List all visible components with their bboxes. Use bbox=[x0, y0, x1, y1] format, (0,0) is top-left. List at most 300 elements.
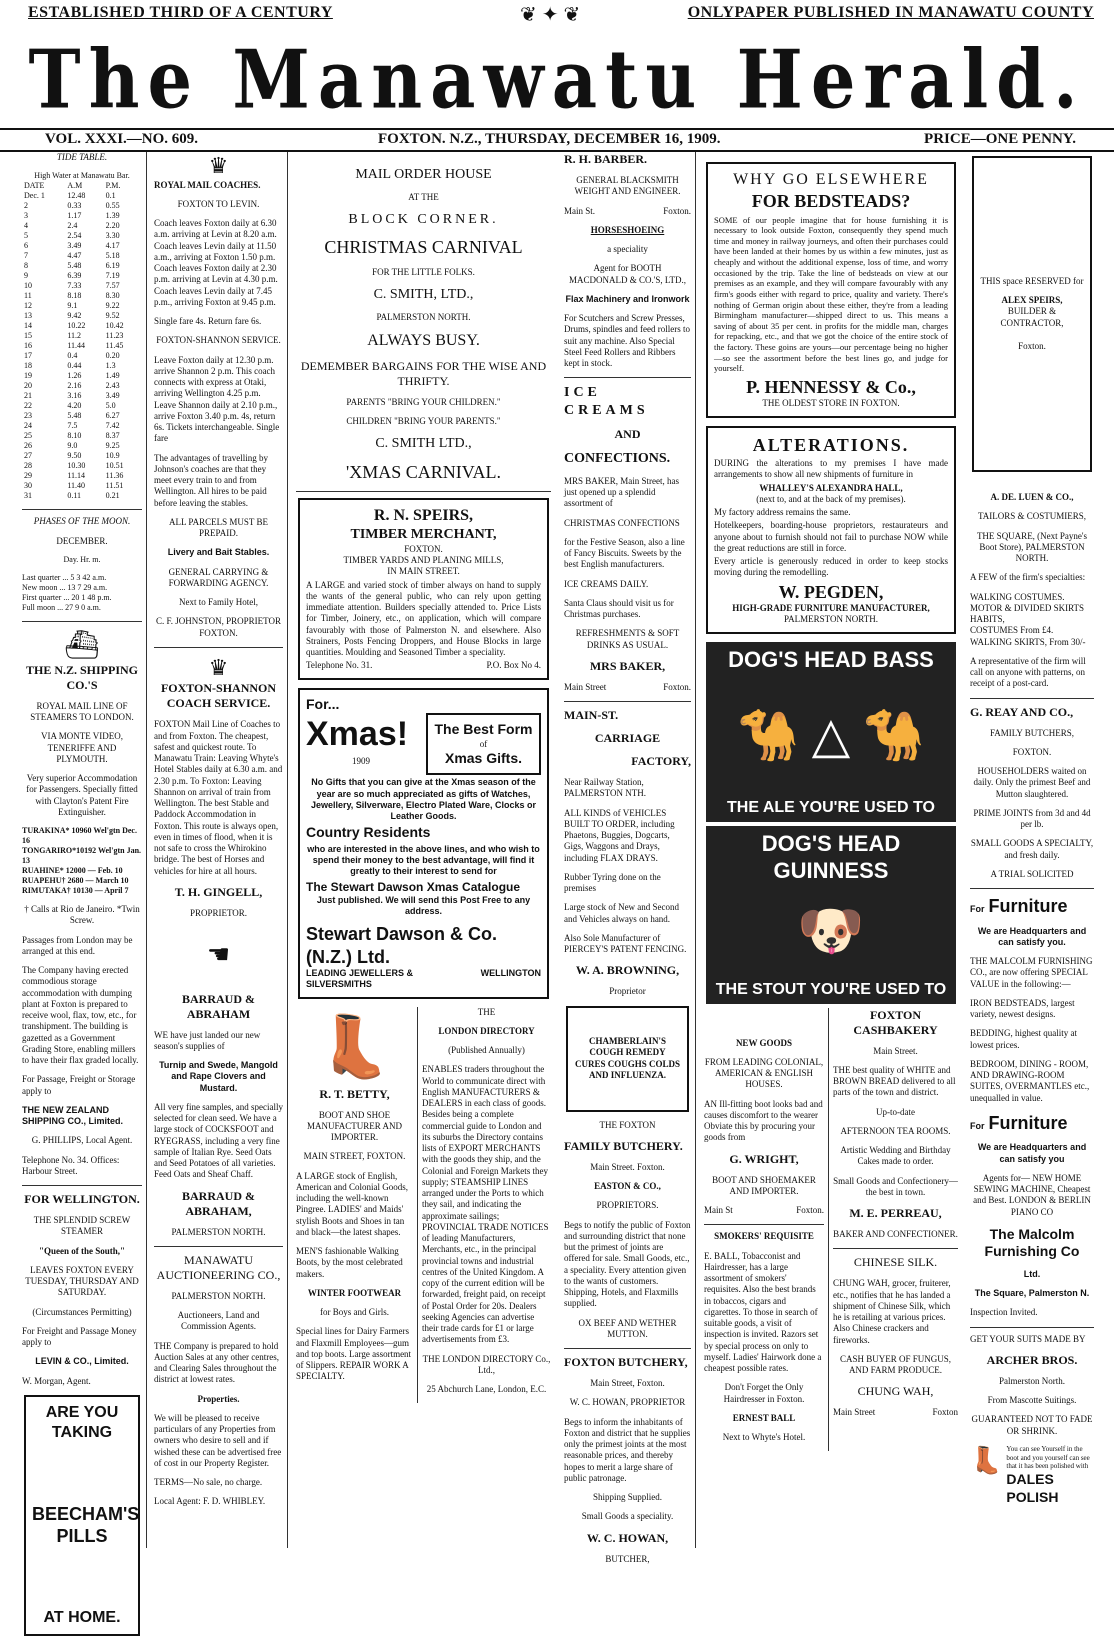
cough-remedy-ad bbox=[566, 1006, 689, 1112]
smith-place: PALMERSTON NORTH. bbox=[376, 311, 471, 322]
timber: TIMBER MERCHANT, bbox=[350, 527, 497, 543]
johnson: C. F. JOHNSTON, PROPRIETOR FOXTON. bbox=[156, 616, 281, 638]
factory-same: My factory address remains the same. bbox=[714, 507, 851, 518]
moon-phase: Full moon ... 27 9 0 a.m. bbox=[22, 602, 101, 612]
hotelkeepers: Hotelkeepers, boarding-house proprietors, restaurateurs and anyone about to furnish should not fail to purchase NOW while the great reductions are still in force. bbox=[714, 520, 948, 553]
furniture-2: Furniture bbox=[988, 1112, 1068, 1133]
why-text: SOME of our people imagine that for house furnishing it is necessary to look outside Foxton, consequently they spend much time and money in railway journeys, and often their purchases could have been landed at their homes by us within a few minutes, just as cheaply and without the additional expense, loss of time, and worry occasioned by the trip. Take the line of bedsteads on view at our premises as an example, and they will compare favourably with any firm's goods either with regard to price, quality and variety. There's nothing of German origin about these either, they're from a leading Birmingham manufacturer—shipped direct to us. This means a saving of about 35 per cent. in profits for the middle man, charges for repacking, etc., and that we got the choice of the entire stock of the factory. These goins are yours—our percentage being no higher—so see the assortment before the best lines go, and judge for yourself. bbox=[714, 214, 948, 374]
at-the: AT THE bbox=[408, 191, 439, 202]
deluen: A. DE. LUEN & CO., bbox=[990, 492, 1074, 502]
directory: LONDON DIRECTORY bbox=[438, 1025, 535, 1036]
carrying: GENERAL CARRYING & FORWARDING AGENCY. bbox=[168, 566, 269, 588]
tide-row: 16 11.44 11.45 bbox=[24, 341, 124, 351]
tide-row: 21 3.16 3.49 bbox=[24, 391, 120, 401]
mascotte: From Mascotte Suitings. bbox=[987, 1395, 1077, 1405]
iron: IRON BEDSTEADS, largest variety, newest designs. bbox=[970, 997, 1075, 1019]
properties: Properties. bbox=[197, 1393, 240, 1404]
archer: ARCHER BROS. bbox=[986, 1352, 1078, 1367]
speirs: R. N. SPEIRS, bbox=[373, 507, 474, 525]
shipping-supplied: Shipping Supplied. bbox=[592, 1492, 662, 1502]
pegden: W. PEGDEN, bbox=[778, 581, 884, 602]
alex-foxton: Foxton. bbox=[1018, 340, 1046, 351]
scutchers: For Scutchers and Screw Presses, Drums, spindles and feed rollers to suit any machine. Also Special Steel Feed Rollers and Ribbers kept in stock. bbox=[564, 313, 690, 368]
bass-ad bbox=[706, 642, 956, 822]
ball-text: E. BALL, Tobacconist and Hairdresser, has a large assortment of smokers' requisites. Also the best brands in tobaccos, cigars and cigarettes. To those in search of suitable goods, a visit of inspection is invited. Razors set by special process on only to myself. Ladies' Hairwork done a cheapest possible rates. bbox=[704, 1250, 822, 1374]
published: Just published. We will send this Post Free to any address. bbox=[316, 894, 531, 916]
malcolm-text: THE MALCOLM FURNISHING CO., are now offering SPECIAL VALUE in the following:— bbox=[970, 956, 1093, 989]
xmas-year: 1909 bbox=[352, 755, 370, 766]
and-label: AND bbox=[614, 427, 641, 442]
wright: G. WRIGHT, bbox=[729, 1151, 799, 1166]
tide-row: 18 0.44 1.3 bbox=[24, 361, 116, 371]
xmas-carnival: 'XMAS CARNIVAL. bbox=[346, 461, 501, 482]
smith: C. SMITH, LTD., bbox=[373, 287, 474, 302]
royal-arms-icon-2: ♛ bbox=[208, 654, 229, 680]
householders: HOUSEHOLDERS waited on daily. Only the primest Beef and Mutton slaughtered. bbox=[973, 766, 1091, 799]
deluen-item: WALKING SKIRTS, From 30/- bbox=[970, 636, 1086, 647]
country-residents: Country Residents bbox=[306, 824, 431, 841]
steamer-list bbox=[22, 826, 142, 896]
confections: CONFECTIONS. bbox=[564, 451, 671, 467]
new-goods: NEW GOODS bbox=[735, 1037, 793, 1048]
little-folks: FOR THE LITTLE FOLKS. bbox=[372, 266, 475, 277]
barraud-2: BARRAUD & ABRAHAM, bbox=[182, 1188, 255, 1218]
tide-row: 26 9.0 9.25 bbox=[24, 441, 120, 451]
steamer-row: RUAHINE* 12000 — Feb. 10 bbox=[22, 866, 123, 875]
butchery-main: Main Street. Foxton. bbox=[590, 1161, 665, 1172]
small-goods: Small Goods a speciality. bbox=[581, 1511, 674, 1522]
barber-sub: GENERAL BLACKSMITH WEIGHT AND ENGINEER. bbox=[574, 175, 681, 197]
coach2-title: FOXTON-SHANNON COACH SERVICE. bbox=[160, 681, 277, 711]
parcels: ALL PARCELS MUST BE PREPAID. bbox=[169, 516, 268, 538]
seeds: Turnip and Swede, Mangold and Rape Clovers and Mustard. bbox=[159, 1060, 278, 1093]
steamer-row: RIMUTAKA† 10130 — April 7 bbox=[22, 886, 129, 895]
freight: For Passage, Freight or Storage apply to bbox=[22, 1074, 136, 1096]
speciality: a speciality bbox=[607, 244, 648, 254]
remember: DEMEMBER BARGAINS FOR THE WISE AND THRIFTY. bbox=[300, 358, 547, 388]
santa: Santa Claus should visit us for Christmas purchases. bbox=[564, 597, 674, 619]
bedsteads: FOR BEDSTEADS? bbox=[751, 191, 911, 211]
horseshoeing: HORSESHOEING bbox=[590, 224, 665, 235]
cash-text: THE best quality of WHITE and BROWN BREAD delivered to all parts of the town and district. bbox=[833, 1064, 956, 1098]
passages: Passages from London may be arranged at this end. bbox=[22, 934, 133, 956]
children: CHILDREN "BRING YOUR PARENTS." bbox=[346, 416, 501, 426]
dales: DALES POLISH bbox=[1006, 1471, 1059, 1505]
chung-main: Main Street bbox=[833, 1407, 876, 1418]
vehicle-stock: Large stock of New and Second and Vehicles always on hand. bbox=[564, 902, 680, 924]
mail-order: MAIL ORDER HOUSE bbox=[355, 167, 492, 182]
alt-text: DURING the alterations to my premises I have made arrangements to show all new shipments of furniture in bbox=[714, 458, 948, 480]
coach2-text: FOXTON Mail Line of Coaches to and from Foxton. The cheapest, safest and quickest route. To Manawatu Train: Leaving Whyte's Hotel Stables daily at 6.30 a.m. and 2.30 p.m. To Foxton: Leaving Shannon on arrival of train from Wellington. The best Stable and Paddock Accommodation in Foxton. This route is always open, even in times of flood, when it is not safe to cross the Whirokino bridge. The best of Horses and vehicles for hire at all hours. bbox=[154, 719, 283, 876]
parents: PARENTS "BRING YOUR CHILDREN." bbox=[346, 396, 501, 407]
dateline: FOXTON. N.Z., THURSDAY, DECEMBER 16, 1909. bbox=[378, 131, 721, 147]
beecham-bottom: AT HOME. bbox=[43, 1608, 121, 1626]
barber: R. H. BARBER. bbox=[564, 152, 648, 166]
masthead bbox=[0, 0, 1114, 128]
tide-row: 24 7.5 7.42 bbox=[24, 421, 120, 431]
chung-foxton: Foxton bbox=[932, 1407, 958, 1418]
tide-row: 3 1.17 1.39 bbox=[24, 211, 120, 221]
livery: Livery and Bait Stables. bbox=[167, 547, 270, 558]
tide-row: 23 5.48 6.27 bbox=[24, 411, 120, 421]
local-agent: G. PHILLIPS, Local Agent. bbox=[31, 1135, 133, 1146]
howan: W. C. HOWAN, PROPRIETOR bbox=[569, 1397, 686, 1408]
speirs-tel: Telephone No. 31. bbox=[306, 660, 373, 671]
reay: G. REAY AND CO., bbox=[970, 704, 1074, 719]
fare: Single fare 4s. Return fare 6s. bbox=[154, 316, 262, 326]
tide-row: 29 11.14 11.36 bbox=[24, 471, 124, 481]
ice-creams: ICE CREAMS bbox=[564, 385, 649, 418]
next-to-hotel: Next to Family Hotel, bbox=[179, 597, 258, 607]
smith-2: C. SMITH LTD., bbox=[375, 436, 472, 452]
tide-row: 22 4.20 5.0 bbox=[24, 401, 116, 411]
baker-foxton: Foxton. bbox=[663, 681, 691, 692]
stewart-dawson-ad bbox=[298, 688, 549, 999]
column-4 bbox=[560, 152, 696, 1564]
auction-text: THE Company is prepared to hold Auction Sales at any other centres, and Clearing Sales throughout the district at lowest rates. bbox=[154, 1340, 279, 1385]
directory-the: THE bbox=[477, 1006, 496, 1017]
howan-text: Begs to inform the inhabitants of Foxton and district that he supplies only the primest joints at the most reasonable prices, and thereby hopes to merit a large share of public patronage. bbox=[564, 1416, 691, 1483]
bedding: BEDDING, highest quality at lowest prices. bbox=[970, 1028, 1077, 1050]
main-street: IN MAIN STREET. bbox=[387, 566, 460, 577]
up-to-date: Up-to-date bbox=[876, 1106, 915, 1117]
gingell-role: PROPRIETOR. bbox=[189, 907, 248, 918]
reay-foxton: FOXTON. bbox=[1012, 746, 1052, 757]
butcher: BUTCHER, bbox=[605, 1553, 650, 1564]
tide-row: 14 10.22 10.42 bbox=[24, 321, 124, 331]
betty-text: A LARGE stock of English, American and Colonial Goods, including the well-known Pingree. LADIES' and Maids' stylish Boots and Shoes in tan and black—the latest shapes. bbox=[296, 1170, 408, 1237]
small-conf: Small Goods and Confectionery—the best in town. bbox=[833, 1175, 958, 1197]
factory: FACTORY, bbox=[631, 754, 691, 768]
winter: WINTER FOOTWEAR bbox=[307, 1287, 402, 1298]
cough-remedy: CHAMBERLAIN'S COUGH REMEDY CURES COUGHS COLDS AND INFLUENZA. bbox=[574, 1036, 681, 1080]
reay-sub: FAMILY BUTCHERS, bbox=[989, 727, 1075, 738]
refreshments: REFRESHMENTS & SOFT DRINKS AS USUAL. bbox=[575, 628, 680, 650]
block-corner: BLOCK CORNER. bbox=[348, 211, 499, 227]
chinese-silk: CHINESE SILK. bbox=[853, 1255, 938, 1270]
whalley: WHALLEY'S ALEXANDRA HALL, bbox=[759, 482, 903, 493]
every-article: Every article is generously reduced in order to keep stocks moving during the remodelling. bbox=[714, 556, 948, 578]
country-text: who are interested in the above lines, and who wish to spend their money to the best advantage, will find it greatly to their interest to send for bbox=[307, 843, 540, 877]
tide-subtitle: High Water at Manawatu Bar. bbox=[34, 171, 130, 181]
rubber: Rubber Tyring done on the premises bbox=[564, 871, 661, 893]
guinness-title: DOG'S HEAD GUINNESS bbox=[761, 830, 901, 884]
local-agent-2: Local Agent: F. D. WHIBLEY. bbox=[154, 1496, 266, 1507]
betty-ad bbox=[292, 1007, 418, 1404]
shipping-text: Very superior Accommodation for Passengers. Specially fitted with Clayton's Patent Fire Extinguisher. bbox=[26, 773, 138, 817]
hand-icon: ☚ bbox=[206, 940, 231, 969]
cash-buyer: CASH BUYER OF FUNGUS, AND FARM PRODUCE. bbox=[839, 1353, 952, 1376]
hennessy: P. HENNESSY & Co., bbox=[746, 376, 916, 397]
guaranteed: GUARANTEED NOT TO FADE OR SHRINK. bbox=[971, 1414, 1093, 1436]
shannon-text: Leave Foxton daily at 12.30 p.m. arrive Shannon 2 p.m. This coach connects with express at Otaki, arriving Wellington 4.25 p.m. Leave Shannon daily at 2.10 p.m., arrive Foxton 3.40 p.m. 4s, return 6s. Tickets interchangeable. Single fare bbox=[154, 354, 280, 444]
bass-title: DOG'S HEAD BASS bbox=[728, 646, 934, 672]
tide-row: 20 2.16 2.43 bbox=[24, 381, 120, 391]
tide-row: 15 11.2 11.23 bbox=[24, 331, 124, 341]
camel-icon: 🐪 △ 🐪 bbox=[737, 707, 925, 764]
wright-foxton: Foxton. bbox=[796, 1205, 824, 1216]
for-label: For... bbox=[306, 695, 340, 712]
morgan: W. Morgan, Agent. bbox=[22, 1375, 91, 1386]
whytes: Next to Whyte's Hotel. bbox=[722, 1432, 806, 1443]
speirs-box: P.O. Box No 4. bbox=[486, 660, 541, 671]
tide-row: 6 3.49 4.17 bbox=[24, 241, 120, 251]
auction-place: PALMERSTON NORTH. bbox=[171, 1290, 266, 1301]
beecham-top: ARE YOU TAKING bbox=[45, 1403, 119, 1441]
smokers: SMOKERS' REQUISITE bbox=[714, 1231, 814, 1242]
tide-row: 10 7.33 7.57 bbox=[24, 281, 120, 291]
steamer-row: TURAKINA* 10960 Wel'gtn Dec. 16 bbox=[22, 826, 137, 845]
high-grade: HIGH-GRADE FURNITURE MANUFACTURER, bbox=[732, 603, 930, 614]
tide-row: 30 11.40 11.51 bbox=[24, 481, 124, 491]
directory-addr: 25 Abchurch Lane, London, E.C. bbox=[426, 1384, 547, 1394]
square: The Square, Palmerston N. bbox=[974, 1288, 1090, 1298]
betty: R. T. BETTY, bbox=[319, 1086, 390, 1101]
screw-steamer: THE SPLENDID SCREW STEAMER bbox=[33, 1215, 131, 1237]
easton: EASTON & CO., bbox=[594, 1181, 661, 1191]
tide-row: 17 0.4 0.20 bbox=[24, 351, 120, 361]
cash-main: Main Street. bbox=[873, 1045, 918, 1056]
main-st: MAIN-ST. bbox=[564, 708, 619, 722]
coach-title: ROYAL MAIL COACHES. bbox=[154, 179, 261, 190]
coach-text: Coach leaves Foxton daily at 6.30 a.m. arriving at Levin at 8.20 a.m. Coach leaves Levin daily at 11.50 a.m., arriving at Foxton 1.50 p.m. Coach leaves Foxton daily at 2.30 p.m. arriving at Levin at 4.30 p.m. Coach leaves Levin daily at 7.45 p.m., arriving Foxton at 9.45 p.m. bbox=[154, 218, 278, 307]
prime-joints: PRIME JOINTS from 3d and 4d per lb. bbox=[973, 807, 1091, 829]
ball-only: Don't Forget the Only Hairdresser in Foxton. bbox=[723, 1382, 805, 1404]
mrs-baker: MRS BAKER, bbox=[589, 658, 666, 673]
wright-sub: BOOT AND SHOEMAKER AND IMPORTER. bbox=[712, 1174, 816, 1196]
directory-ad bbox=[418, 1007, 555, 1404]
barraud: BARRAUD & ABRAHAM bbox=[182, 991, 255, 1021]
moon-phase: Last quarter ... 5 3 42 a.m. bbox=[22, 572, 107, 582]
moon-title: PHASES OF THE MOON. bbox=[33, 516, 131, 527]
levin: LEVIN & CO., Limited. bbox=[35, 1356, 129, 1367]
dales-text: You can see Yourself in the boot and you yourself can see that it has been polished with bbox=[1006, 1444, 1090, 1471]
deluen-text: A FEW of the firm's specialties: bbox=[970, 572, 1086, 583]
for-label-2: For bbox=[970, 1120, 985, 1131]
betty-more: Special lines for Dairy Farmers and Flaxmill Employees—gum and top boots. Large assortment of Slippers. REPAIR WORK A SPECIALTY. bbox=[296, 1326, 412, 1382]
archer-place: Palmerston North. bbox=[999, 1375, 1065, 1386]
xmas-confections: CHRISTMAS CONFECTIONS bbox=[564, 517, 680, 528]
deluen-place: THE SQUARE, (Next Payne's Boot Store), PALMERSTON NORTH. bbox=[976, 530, 1088, 563]
baker-more: for the Festive Season, also a line of Fancy Biscuits. Sweets by the best English manufacturers. bbox=[564, 536, 685, 570]
dateline-row bbox=[0, 128, 1114, 152]
barraud-more: All very fine samples, and specially selected for clean seed. We have a large stock of COCKSFOOT and RYEGRASS, including a very fine sample of Italian Rye. Seed Oats and Seed Potatoes of all varieties. Feed Oats and Sheaf Chaff. bbox=[154, 1101, 283, 1180]
gift-text: No Gifts that you can give at the Xmas season of the year are so much appreciated as gifts of Watches, Jewellery, Silverware, Electro Plated Ware, Clocks or Leather Goods. bbox=[310, 777, 537, 821]
shannon-service: FOXTON-SHANNON SERVICE. bbox=[156, 335, 281, 346]
col5-bottom bbox=[700, 1008, 962, 1452]
coach-route: FOXTON TO LEVIN. bbox=[177, 198, 260, 209]
stewart-dawson: Stewart Dawson & Co. (N.Z.) Ltd. bbox=[306, 924, 498, 967]
wedding: Artistic Wedding and Birthday Cakes made to order. bbox=[840, 1145, 951, 1167]
nzsc: THE NEW ZEALAND SHIPPING CO., Limited. bbox=[22, 1104, 124, 1126]
of-label: of bbox=[479, 738, 488, 749]
directory-text: ENABLES traders throughout the World to communicate direct with English MANUFACTURERS & DEALERS in each class of goods. Besides being a complete commercial guide to London and its suburbs the Directory contains lists of EXPORT MERCHANTS with the goods they ship, and the Colonial and Foreign Markets they supply; STEAMSHIP LINES arranged under the Ports to which they sail, and indicating the approximate sailings; PROVINCIAL TRADE NOTICES of leading Manufacturers, Merchants, etc., in the principal provincial towns and industrial centres of the United Kingdom. A copy of the current edition will be forwarded, freight paid, on receipt of Postal Order for 20s. Dealers seeking Agencies can advertise their trade cards for £1 or large advertisements from £3. bbox=[422, 1064, 549, 1345]
advantages: The advantages of travelling by Johnson's coaches are that they meet every train to and from Wellington. All hires to be paid before leaving the stables. bbox=[154, 452, 268, 508]
beecham-name: BEECHAM'S PILLS bbox=[32, 1503, 140, 1547]
speirs-text: A LARGE and varied stock of timber always on hand to supply the wants of the general public, who can rely upon getting immediate attention. Builders specially attended to. Price Lists for Timber, Joinery, etc., on application, which will compare favourably with those of Palmerston N. and elsewhere. Also Strainers, Posts Fencing Droppers, and House Blocks in large quantities. Moulding and Seasoned Timber a speciality. bbox=[306, 579, 541, 657]
wright-main: Main St bbox=[704, 1205, 733, 1216]
volume: VOL. XXXI.—NO. 609. bbox=[45, 131, 199, 147]
headquarters-2: We are Headquarters and can satisfy you bbox=[977, 1142, 1087, 1164]
wellington-city: WELLINGTON bbox=[480, 968, 541, 978]
barber-foxton: Foxton. bbox=[663, 205, 691, 216]
tide-row: 13 9.42 9.52 bbox=[24, 311, 120, 321]
wellington-title: FOR WELLINGTON. bbox=[24, 1192, 140, 1206]
alex: ALEX SPEIRS, bbox=[1001, 295, 1063, 306]
chung-wah: CHUNG WAH, bbox=[857, 1384, 934, 1399]
royal-arms-icon: ♛ bbox=[208, 153, 229, 178]
tide-row: 19 1.26 1.49 bbox=[24, 371, 120, 381]
moon-month: DECEMBER. bbox=[56, 535, 108, 546]
tide-row: 2 0.33 0.55 bbox=[24, 201, 120, 211]
shipping-sub: ROYAL MAIL LINE OF STEAMERS TO LONDON. bbox=[30, 700, 134, 722]
right-banner: ONLYPAPER PUBLISHED IN MANAWATU COUNTY bbox=[687, 4, 1094, 21]
foxton-butchery: FOXTON BUTCHERY, bbox=[564, 1355, 688, 1369]
price: PRICE—ONE PENNY. bbox=[924, 131, 1076, 147]
company-text: The Company having erected commodious storage accommodation with dumping plant at Foxton is prepared to receive wool, flax, tow, etc., for transhipment. The building is gazetted as a Government Grading Store, enabling millers to have their flax graded locally. bbox=[22, 965, 139, 1065]
for-label-1: For bbox=[970, 904, 985, 914]
malcolm-ltd: Ltd. bbox=[1023, 1268, 1041, 1279]
why-go: WHY GO ELSEWHERE bbox=[733, 171, 929, 188]
family-butchery: FAMILY BUTCHERY. bbox=[564, 1138, 683, 1153]
alex-sub: BUILDER & CONTRACTOR, bbox=[1000, 306, 1064, 328]
tearooms: AFTERNOON TEA ROOMS. bbox=[840, 1125, 951, 1136]
moon-list bbox=[22, 573, 142, 613]
xmas-label: Xmas! bbox=[306, 715, 409, 753]
tide-title: TIDE TABLE. bbox=[56, 152, 108, 162]
boot-icon: 👢 bbox=[317, 1013, 392, 1080]
alex-speirs-ad bbox=[972, 156, 1092, 472]
flax: Flax Machinery and Ironwork bbox=[565, 293, 690, 304]
wright-text: AN Ill-fitting boot looks bad and causes discomfort to the wearer Obviate this by procuring your goods from bbox=[704, 1098, 823, 1143]
ox-beef: OX BEEF AND WETHER MUTTON. bbox=[578, 1317, 677, 1339]
deluen-item: WALKING COSTUMES. bbox=[970, 591, 1065, 602]
vehicles: ALL KINDS of VEHICLES BUILT TO ORDER, including Phaetons, Buggies, Dogcarts, Gigs, Waggons and Drays, including FLAX DRAYS. bbox=[564, 807, 675, 863]
tide-row: 5 2.54 3.30 bbox=[24, 231, 120, 241]
tide-row: 7 4.47 5.18 bbox=[24, 251, 120, 261]
carnival: CHRISTMAS CARNIVAL bbox=[324, 237, 523, 258]
auction-sub: Auctioneers, Land and Commission Agents. bbox=[177, 1310, 260, 1332]
winter-sub: for Boys and Girls. bbox=[320, 1307, 389, 1317]
small-goods-2: SMALL GOODS A SPECIALTY, and fresh daily. bbox=[970, 838, 1094, 860]
moon-phase: First quarter ... 20 1 48 p.m. bbox=[22, 592, 112, 602]
ice-daily: ICE CREAMS DAILY. bbox=[564, 578, 649, 589]
crest-icon: ❦ ✦ ❦ bbox=[520, 4, 581, 26]
jewellers: LEADING JEWELLERS & SILVERSMITHS bbox=[306, 968, 414, 990]
deluen-rep: A representative of the firm will call on anyone with patterns, on receipt of a post-card. bbox=[970, 655, 1086, 689]
column-1 bbox=[18, 152, 147, 1626]
barber-main: Main St. bbox=[564, 205, 596, 216]
next-to: (next to, and at the back of my premises). bbox=[756, 493, 906, 504]
reserved: THIS space RESERVED for bbox=[980, 275, 1084, 286]
steamer-row: RUAPEHU† 2680 — March 10 bbox=[22, 876, 129, 885]
xmas-gifts: Xmas Gifts. bbox=[444, 749, 523, 766]
barraud-place: PALMERSTON NORTH. bbox=[171, 1226, 266, 1237]
deluen-sub: TAILORS & COSTUMIERS, bbox=[977, 511, 1087, 522]
column-5 bbox=[700, 152, 962, 1548]
tide-row: 9 6.39 7.19 bbox=[24, 271, 120, 281]
baker-text: MRS BAKER, Main Street, has just opened up a splendid assortment of bbox=[564, 475, 680, 509]
column-6 bbox=[966, 152, 1098, 1548]
guinness-ad bbox=[706, 826, 956, 1004]
tide-table: DATE A.M P.M. Dec. 1 12.48 0.1 2 0.33 0.55 3 1.17 1.39 4 2.4 2.20 5 2.54 3.30 6 3.49 4.17 7 4.47 5.18 8 5.48 6.19 9 6.39 7.19 10 7.33 7.57 11 8.18 8.30 12 9.1 9.22 13 9.42 9.52 14 10.22 10.42 15 11.2 11.23 16 11.44 11.45 17 0.4 0.20 18 0.44 1.3 19 1.26 1.49 20 2.16 2.43 21 3.16 3.49 22 4.20 5.0 23 5.48 6.27 24 7.5 7.42 25 8.10 8.37 26 9.0 9.25 27 9.50 10.9 28 10.30 10.51 29 11.14 11.36 30 11.40 11.51 31 0.11 0.21 bbox=[22, 181, 142, 501]
moon-phase: New moon ... 13 7 29 a.m. bbox=[22, 582, 108, 592]
furniture-1: Furniture bbox=[988, 896, 1068, 916]
paper-title: The Manawatu Herald. bbox=[28, 31, 1086, 128]
tide-row: 11 8.18 8.30 bbox=[24, 291, 120, 301]
perreau-role: BAKER AND CONFECTIONER. bbox=[833, 1229, 958, 1240]
shipping-title: THE N.Z. SHIPPING CO.'S bbox=[25, 662, 139, 692]
browning: W. A. BROWNING, bbox=[575, 963, 680, 978]
tide-row: 25 8.10 8.37 bbox=[24, 431, 120, 441]
boot-icon-2: 👢 bbox=[970, 1445, 1003, 1475]
col5-bottom-left bbox=[700, 1008, 829, 1452]
near-station: Near Railway Station, PALMERSTON NTH. bbox=[564, 777, 647, 799]
dog-head-icon: 🐶 bbox=[797, 901, 865, 962]
foxton-main: Main Street, Foxton. bbox=[590, 1378, 665, 1388]
speirs-ad bbox=[298, 498, 549, 679]
alterations: ALTERATIONS. bbox=[752, 434, 910, 455]
freight-2: For Freight and Passage Money apply to bbox=[22, 1325, 137, 1347]
deluen-items bbox=[970, 592, 1094, 648]
best-form: The Best Form bbox=[434, 721, 533, 737]
bass-tagline: THE ALE YOU'RE USED TO bbox=[727, 798, 935, 816]
betty-sub: BOOT AND SHOE MANUFACTURER AND IMPORTER. bbox=[306, 1109, 403, 1142]
betty-main: MAIN STREET, FOXTON. bbox=[303, 1151, 406, 1162]
steamer-name: "Queen of the South," bbox=[38, 1245, 125, 1256]
tide-row: Dec. 1 12.48 0.1 bbox=[24, 191, 116, 201]
circumstances: (Circumstances Permitting) bbox=[32, 1306, 132, 1317]
col5-bottom-right bbox=[829, 1008, 962, 1452]
booth: Agent for BOOTH MACDONALD & CO.'S, LTD., bbox=[568, 263, 687, 285]
tide-row: 4 2.4 2.20 bbox=[24, 221, 120, 231]
steamer-row: TONGARIRO*10192 Wel'gtn Jan. 13 bbox=[22, 846, 142, 865]
beecham-ad bbox=[24, 1395, 140, 1636]
hennessy-ad bbox=[706, 162, 956, 418]
column-2 bbox=[150, 152, 288, 1548]
howan-2: W. C. HOWAN, bbox=[586, 1530, 669, 1545]
tide-row: 27 9.50 10.9 bbox=[24, 451, 120, 461]
pegden-ad bbox=[706, 426, 956, 634]
agents: Agents for— NEW HOME SEWING MACHINE, Cheapest and Best. LONDON & BERLIN PIANO CO bbox=[973, 1172, 1091, 1217]
trial: A TRIAL SOLICITED bbox=[990, 868, 1074, 879]
new-goods-sub: FROM LEADING COLONIAL, AMERICAN & ENGLISH HOUSES. bbox=[704, 1056, 824, 1090]
inspection: Inspection Invited. bbox=[970, 1307, 1038, 1318]
tide-row: 28 10.30 10.51 bbox=[24, 461, 124, 471]
ernest-ball: ERNEST BALL bbox=[732, 1412, 796, 1423]
dales-ad bbox=[970, 1445, 1094, 1506]
piercy: Also Sole Manufacturer of PIERCEY'S PATENT FENCING. bbox=[564, 932, 687, 954]
easton-text: Begs to notify the public of Foxton and surrounding district that none but the primest of joints are offered for sale. Small Goods, etc., a speciality. Every attention given to the wants of customers. Shipping, Hotels, and Flaxmills supplied. bbox=[564, 1219, 691, 1309]
leaves: LEAVES FOXTON EVERY TUESDAY, THURSDAY AND SATURDAY. bbox=[25, 1264, 139, 1298]
auction-title: MANAWATU AUCTIONEERING CO., bbox=[156, 1252, 281, 1282]
tide-row: 12 9.1 9.22 bbox=[24, 301, 120, 311]
moon-head: Day. Hr. m. bbox=[63, 554, 101, 564]
deluen-item: COSTUMES From £4. bbox=[970, 625, 1054, 636]
tide-row: 31 0.11 0.21 bbox=[24, 491, 120, 501]
pegden-place: PALMERSTON NORTH. bbox=[784, 614, 878, 625]
gingell: T. H. GINGELL, bbox=[174, 884, 263, 899]
barraud-text: WE have just landed our new season's supplies of bbox=[154, 1029, 261, 1051]
directory-co: THE LONDON DIRECTORY Co., Ltd., bbox=[422, 1353, 551, 1375]
headquarters-1: We are Headquarters and can satisfy you. bbox=[977, 925, 1087, 947]
directory-pub: (Published Annually) bbox=[448, 1045, 525, 1055]
shipping-via: VIA MONTE VIDEO, TENERIFFE AND PLYMOUTH. bbox=[40, 731, 124, 764]
bedroom: BEDROOM, DINING - ROOM, AND DRAWING-ROOM SUITES, OVERMANTLES etc., unequalled in value. bbox=[970, 1058, 1090, 1103]
mens: MEN'S fashionable Walking Boots, by the most celebrated makers. bbox=[296, 1246, 403, 1279]
column-3 bbox=[292, 152, 555, 1548]
telephone: Telephone No. 34. Offices: Harbour Street. bbox=[22, 1154, 120, 1176]
